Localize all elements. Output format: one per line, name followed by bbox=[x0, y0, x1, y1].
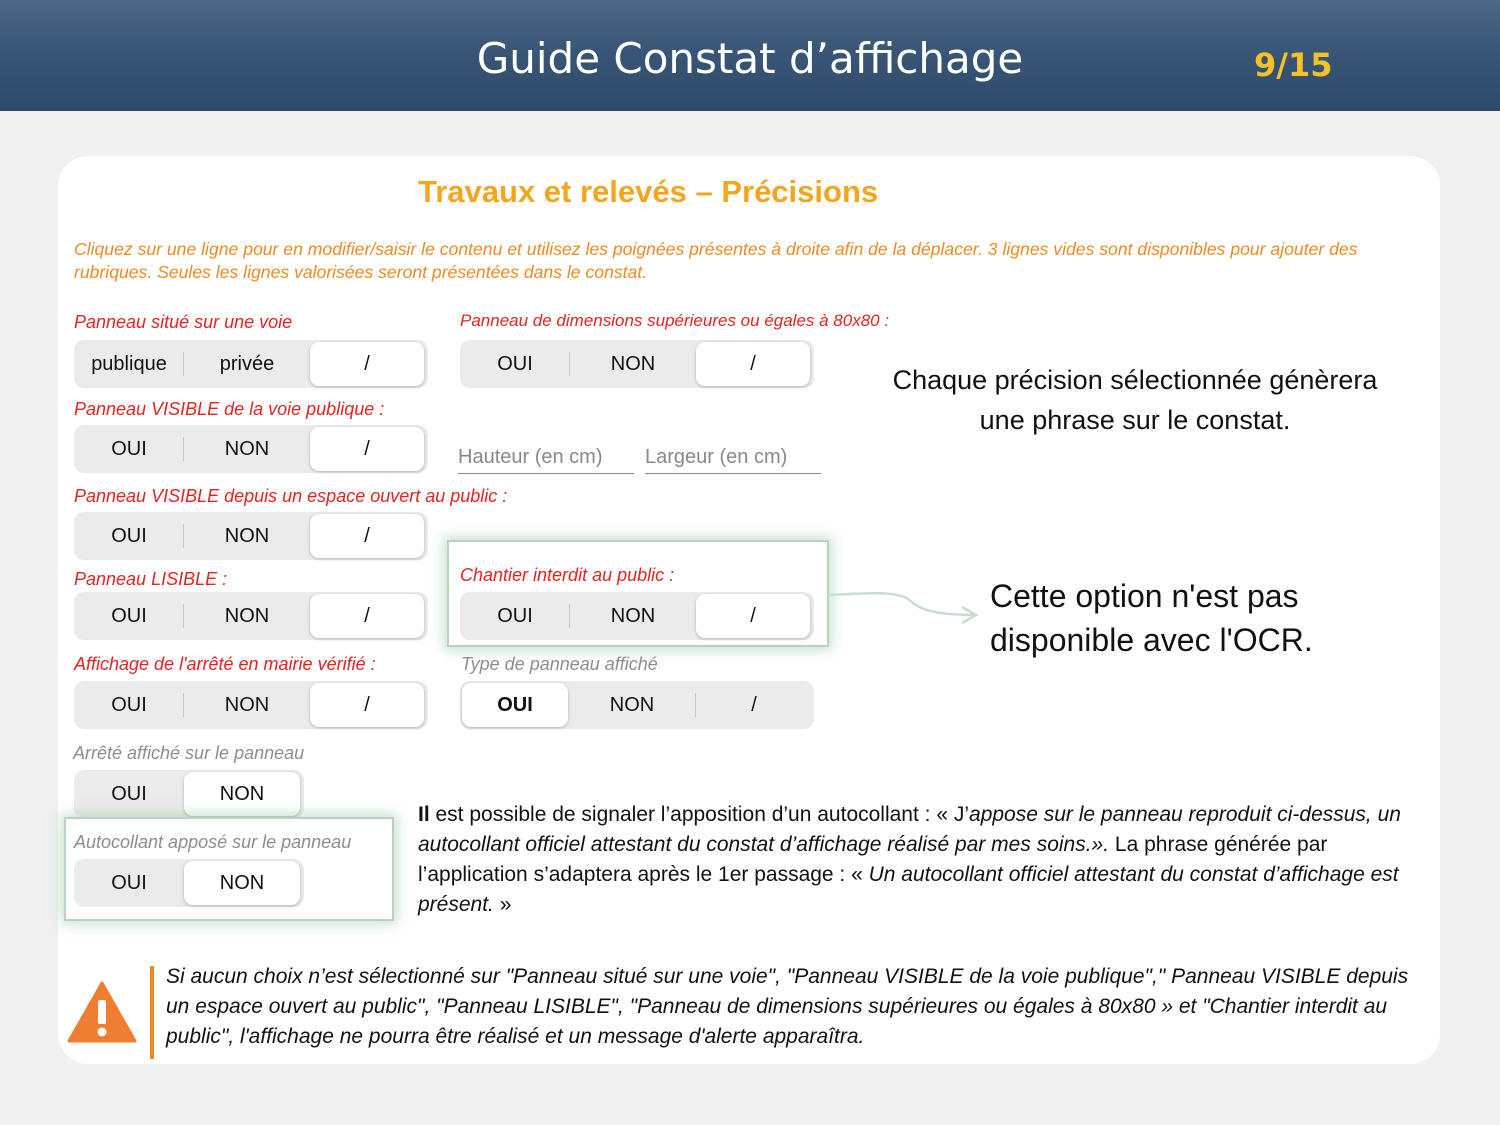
visible-voie-option-oui[interactable]: OUI bbox=[74, 425, 184, 473]
autocollant-option-oui[interactable]: OUI bbox=[111, 871, 147, 894]
arrete-mairie-segmented-control bbox=[74, 681, 428, 729]
visible-voie-segmented-control bbox=[74, 425, 428, 473]
lisible-option-non[interactable]: NON bbox=[224, 604, 270, 627]
arrete-panneau-option-non[interactable]: NON bbox=[184, 772, 300, 816]
arrete-mairie-label: Affichage de l'arrêté en mairie vérifié : bbox=[74, 654, 376, 674]
voie-option-privee[interactable]: privée bbox=[219, 352, 275, 375]
visible-voie-label: Panneau VISIBLE de la voie publique : bbox=[74, 399, 385, 419]
warning-bar bbox=[150, 966, 154, 1059]
arrete-mairie-option-oui[interactable]: OUI bbox=[74, 681, 184, 729]
autocollant-option-non[interactable]: NON bbox=[184, 861, 300, 905]
chantier-segmented-control bbox=[460, 592, 814, 640]
lisible-label: Panneau LISIBLE : bbox=[74, 569, 228, 589]
visible-espace-option-oui[interactable]: OUI bbox=[74, 512, 184, 560]
instructions-text: Cliquez sur une ligne pour en modifier/saisir le contenu et utilisez les poignées présentes à droite afin de la déplacer. 3 lignes vides sont disponibles pour ajouter des rubriques. Seules les lignes valorisées seront présentées dans le constat. bbox=[74, 239, 1358, 282]
chantier-label: Chantier interdit au public : bbox=[460, 565, 675, 585]
chantier-option-oui[interactable]: OUI bbox=[460, 592, 570, 640]
lisible-option-none[interactable]: / bbox=[310, 594, 424, 638]
page-title: Guide Constat d’affichage bbox=[476, 34, 1024, 83]
arrete-panneau-segmented-control bbox=[74, 770, 304, 818]
type-panneau-option-none[interactable]: / bbox=[751, 693, 757, 716]
voie-segmented-control bbox=[74, 340, 428, 388]
visible-voie-option-none[interactable]: / bbox=[310, 427, 424, 471]
chantier-option-none[interactable]: / bbox=[696, 594, 810, 638]
visible-espace-label: Panneau VISIBLE depuis un espace ouvert au public : bbox=[74, 486, 508, 506]
dimensions-label: Panneau de dimensions supérieures ou égales à 80x80 : bbox=[460, 311, 890, 330]
lisible-segmented-control bbox=[74, 592, 428, 640]
hauteur-input[interactable]: Hauteur (en cm) bbox=[458, 446, 634, 474]
type-panneau-option-non[interactable]: NON bbox=[568, 681, 696, 729]
page-counter: 9/15 bbox=[1254, 46, 1333, 84]
visible-espace-option-none[interactable]: / bbox=[310, 514, 424, 558]
autocollant-label: Autocollant apposé sur le panneau bbox=[74, 832, 352, 852]
voie-label: Panneau situé sur une voie bbox=[74, 312, 293, 332]
chantier-option-non[interactable]: NON bbox=[610, 604, 656, 627]
voie-option-publique[interactable]: publique bbox=[74, 340, 184, 388]
dimensions-option-oui[interactable]: OUI bbox=[460, 340, 570, 388]
lisible-option-oui[interactable]: OUI bbox=[74, 592, 184, 640]
precision-note: Chaque précision sélectionnée génèrera une phrase sur le constat. bbox=[892, 365, 1378, 435]
ocr-note: Cette option n'est pas disponible avec l'OCR. bbox=[990, 578, 1313, 658]
voie-option-none[interactable]: / bbox=[310, 342, 424, 386]
visible-espace-option-non[interactable]: NON bbox=[224, 524, 270, 547]
dimensions-option-none[interactable]: / bbox=[696, 342, 810, 386]
dimensions-segmented-control bbox=[460, 340, 814, 388]
type-panneau-option-oui[interactable]: OUI bbox=[462, 683, 568, 727]
visible-voie-option-non[interactable]: NON bbox=[224, 437, 270, 460]
arrete-panneau-label: Arrêté affiché sur le panneau bbox=[73, 743, 305, 763]
warning-text: Si aucun choix n’est sélectionné sur "Panneau situé sur une voie", "Panneau VISIBLE de la voie publique"," Panneau VISIBLE depuis un espace ouvert au public", "Panneau LISIBLE", "Panneau de dimensions supérieures ou égales à 80x80 » et "Chantier interdit au public", l'affichage ne pourra être réalisé et un message d'alerte apparaîtra. bbox=[166, 965, 1409, 1048]
largeur-input[interactable]: Largeur (en cm) bbox=[645, 446, 821, 474]
autocollant-paragraph: Il est possible de signaler l’apposition d’un autocollant : « J’appose sur le panneau reproduit ci-dessus, un autocollant officiel attestant du constat d’affichage réalisé par mes soins.». La phrase générée par l’application s’adaptera après le 1er passage : « Un autocollant officiel attestant du constat d’affichage est présent. » bbox=[418, 803, 1401, 916]
arrete-mairie-option-none[interactable]: / bbox=[310, 683, 424, 727]
arrete-mairie-option-non[interactable]: NON bbox=[224, 693, 270, 716]
arrow-icon bbox=[826, 585, 986, 635]
visible-espace-segmented-control bbox=[74, 512, 428, 560]
type-panneau-segmented-control bbox=[460, 681, 814, 729]
type-panneau-label: Type de panneau affiché bbox=[461, 654, 658, 674]
autocollant-segmented-control bbox=[74, 859, 304, 907]
dimensions-option-non[interactable]: NON bbox=[610, 352, 656, 375]
arrete-panneau-option-oui[interactable]: OUI bbox=[111, 782, 147, 805]
section-title: Travaux et relevés – Précisions bbox=[418, 174, 879, 209]
warning-icon bbox=[67, 980, 137, 1044]
header-bar bbox=[0, 0, 1500, 111]
